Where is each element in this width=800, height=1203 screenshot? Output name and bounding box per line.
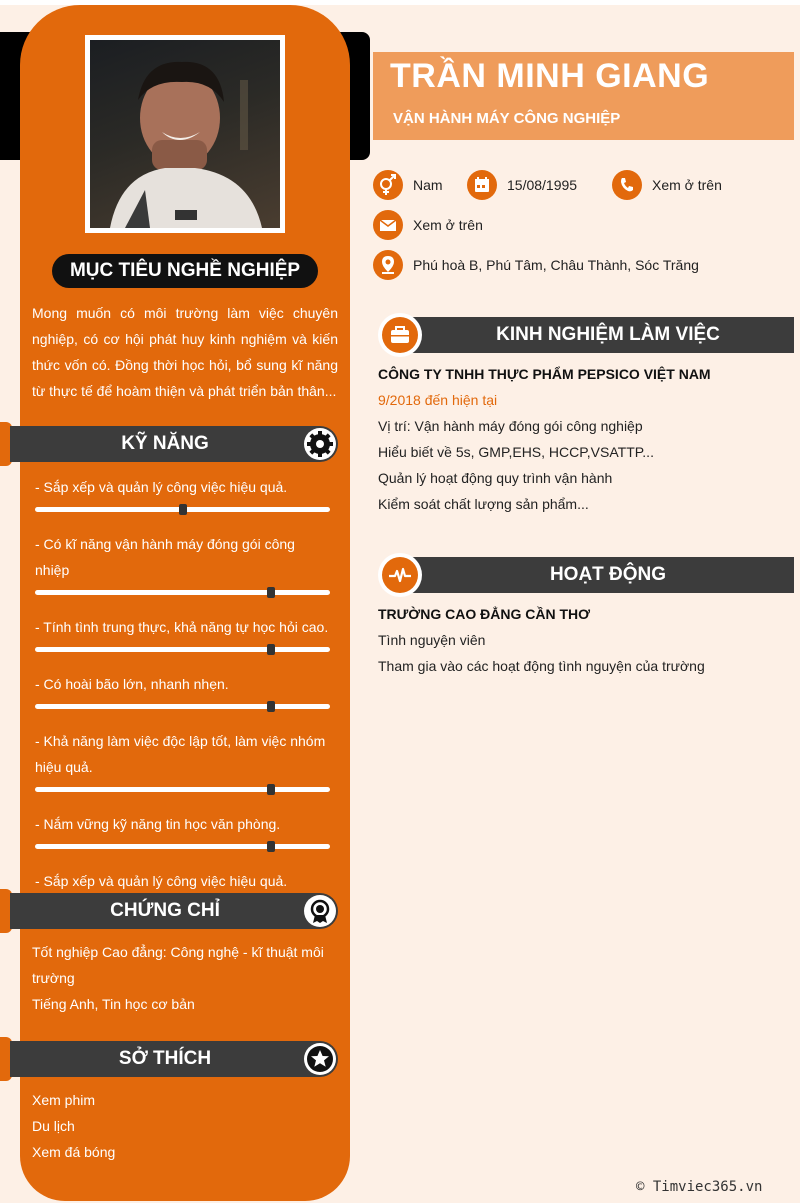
hobby-item: Du lịch <box>32 1118 75 1134</box>
hobbies-header <box>10 1041 338 1077</box>
address-info <box>373 250 699 280</box>
email-info <box>373 210 483 240</box>
experience-company: CÔNG TY TNHH THỰC PHẨM PEPSICO VIỆT NAM <box>378 366 711 382</box>
skill-label: - Có kĩ năng vận hành máy đóng gói công nhiệp <box>35 536 295 578</box>
experience-title: KINH NGHIỆM LÀM VIỆC <box>496 324 720 345</box>
certificates-list <box>32 939 338 1017</box>
hobbies-list <box>32 1087 338 1165</box>
address-value: Phú hoà B, Phú Tâm, Châu Thành, Sóc Trăng <box>413 257 699 273</box>
birthday-info <box>467 170 577 200</box>
objective-title: MỤC TIÊU NGHỀ NGHIỆP <box>52 254 318 288</box>
skill-item <box>35 811 330 849</box>
phone-icon <box>612 170 642 200</box>
calendar-icon <box>467 170 497 200</box>
job-title: VẬN HÀNH MÁY CÔNG NGHIỆP <box>393 110 621 127</box>
name-box <box>373 52 794 140</box>
experience-content <box>378 361 788 517</box>
activities-org: TRƯỜNG CAO ĐẲNG CẦN THƠ <box>378 606 591 622</box>
skill-slider <box>35 507 330 512</box>
activities-header <box>378 553 794 597</box>
phone-value: Xem ở trên <box>652 177 722 193</box>
skill-label: - Tính tình trung thực, khả năng tự học hỏi cao. <box>35 619 329 635</box>
experience-bar <box>400 317 794 353</box>
experience-line: Vị trí: Vận hành máy đóng gói công nghiệp <box>378 418 643 434</box>
skill-label: - Sắp xếp và quản lý công việc hiệu quả. <box>35 479 288 495</box>
hobbies-title: SỞ THÍCH <box>118 1048 212 1069</box>
certificates-header <box>10 893 338 929</box>
gender-value: Nam <box>413 177 443 193</box>
skills-list <box>35 474 330 925</box>
hobby-item: Xem đá bóng <box>32 1144 116 1160</box>
footer-brand: © Timviec365.vn <box>636 1179 763 1195</box>
activities-title: HOẠT ĐỘNG <box>549 564 667 585</box>
objective-text: Mong muốn có môi trường làm việc chuyên nghiệp, có cơ hội phát huy kinh nghiệm và kiến thức vốn có. Đồng thời học hỏi, bổ sung kĩ năng từ thực tế để hoàm thiện và phát triển bản thân... <box>32 305 338 399</box>
skills-header <box>10 426 338 462</box>
skill-label: - Có hoài bão lớn, nhanh nhẹn. <box>35 676 229 692</box>
activities-icon-frame <box>378 553 422 597</box>
activities-bar <box>400 557 794 593</box>
activity-line: Tình nguyện viên <box>378 632 486 648</box>
skill-label: - Nắm vững kỹ năng tin học văn phòng. <box>35 816 281 832</box>
gear-icon <box>304 428 336 460</box>
certificate-item: Tốt nghiệp Cao đẳng: Công nghệ - kĩ thuật môi trường <box>32 944 324 986</box>
skill-label: - Khả năng làm việc độc lập tốt, làm việc nhóm hiệu quả. <box>35 733 326 775</box>
profile-photo <box>85 35 285 233</box>
skill-slider <box>35 844 330 849</box>
skill-slider <box>35 647 330 652</box>
skill-item <box>35 614 330 652</box>
star-icon <box>304 1043 336 1075</box>
skill-item <box>35 728 330 792</box>
experience-line: Quản lý hoạt động quy trình vận hành <box>378 470 613 486</box>
experience-line: Hiểu biết về 5s, GMP,EHS, HCCP,VSATTP... <box>378 444 654 460</box>
skill-slider-knob <box>267 644 275 655</box>
email-icon <box>373 210 403 240</box>
gender-icon <box>373 170 403 200</box>
birthday-value: 15/08/1995 <box>507 177 578 193</box>
experience-icon-frame <box>378 313 422 357</box>
skill-slider-knob <box>267 587 275 598</box>
certificate-item: Tiếng Anh, Tin học cơ bản <box>32 996 195 1012</box>
activities-content <box>378 601 788 679</box>
experience-period: 9/2018 đến hiện tại <box>378 392 498 408</box>
certificates-title: CHỨNG CHỈ <box>110 900 220 921</box>
skills-title: KỸ NĂNG <box>121 433 209 454</box>
skill-item <box>35 671 330 709</box>
gender-info <box>373 170 443 200</box>
skill-slider-knob <box>267 784 275 795</box>
skill-slider-knob <box>267 841 275 852</box>
skill-slider <box>35 787 330 792</box>
skill-label: - Sắp xếp và quản lý công việc hiệu quả. <box>35 873 288 889</box>
skill-slider <box>35 590 330 595</box>
phone-info <box>612 170 722 200</box>
experience-line: Kiểm soát chất lượng sản phẩm... <box>378 496 589 512</box>
hobby-item: Xem phim <box>32 1092 96 1108</box>
skill-slider-knob <box>267 701 275 712</box>
skill-item <box>35 531 330 595</box>
experience-header <box>378 313 794 357</box>
email-value: Xem ở trên <box>413 217 483 233</box>
profile-photo-image <box>90 40 280 228</box>
activity-line: Tham gia vào các hoạt động tình nguyện của trường <box>378 658 705 674</box>
candidate-name: TRẦN MINH GIANG <box>390 57 710 95</box>
briefcase-icon <box>382 317 418 353</box>
pulse-icon <box>382 557 418 593</box>
skill-item <box>35 474 330 512</box>
location-icon <box>373 250 403 280</box>
skill-slider-knob <box>179 504 187 515</box>
award-icon <box>304 895 336 927</box>
skill-slider <box>35 704 330 709</box>
